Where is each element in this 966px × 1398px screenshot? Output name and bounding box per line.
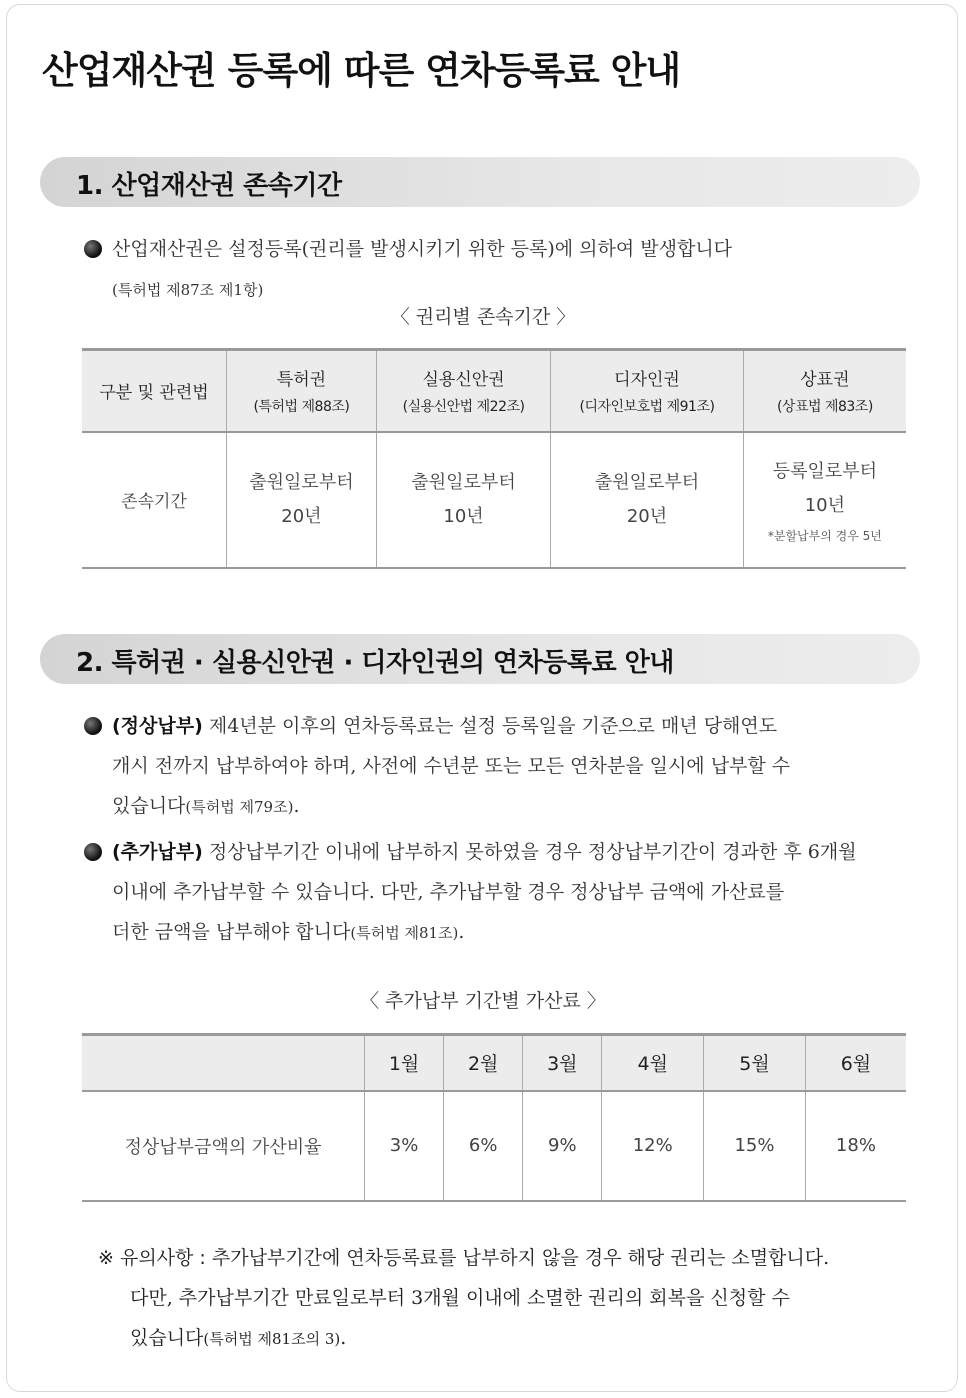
cell-line: 10년 xyxy=(804,495,846,516)
term-cell xyxy=(227,432,377,568)
col-name: 상표권 xyxy=(800,370,850,391)
rate-cell: 6% xyxy=(444,1091,523,1201)
col-law: (특허법 제88조) xyxy=(253,399,350,416)
rate-cell: 3% xyxy=(365,1091,444,1201)
text-line: 개시 전까지 납부하여야 하며, 사전에 수년분 또는 모든 연차분을 일시에 납부할 수 xyxy=(112,755,791,777)
surcharge-table-header xyxy=(82,1035,906,1091)
cell-line: 등록일로부터 xyxy=(772,461,878,482)
month-header: 5월 xyxy=(704,1035,806,1091)
cell-note: *분할납부의 경우 5년 xyxy=(767,529,882,543)
law-ref: (특허법 제79조) xyxy=(185,798,294,816)
table-row xyxy=(82,432,906,568)
notice xyxy=(100,1238,900,1359)
rate-cell: 9% xyxy=(523,1091,602,1201)
month-header: 4월 xyxy=(602,1035,704,1091)
col-name: 실용신안권 xyxy=(422,370,505,391)
section-2-header xyxy=(40,634,920,684)
page-title: 산업재산권 등록에 따른 연차등록료 안내 xyxy=(42,49,681,92)
col-name: 특허권 xyxy=(276,370,327,391)
cell-line: 10년 xyxy=(443,505,484,527)
rate-cell: 15% xyxy=(704,1091,806,1201)
section-1-text: 산업재산권은 설정등록(권리를 발생시키기 위한 등록)에 의하여 발생합니다 xyxy=(112,238,733,260)
bullet-icon xyxy=(84,843,102,861)
section-1-title: 1. 산업재산권 존속기간 xyxy=(76,171,342,201)
text-line: 있습니다 xyxy=(130,1327,204,1349)
regular-payment-label: (정상납부) xyxy=(112,715,203,737)
term-col-utility xyxy=(376,350,550,432)
term-cell xyxy=(376,432,550,568)
term-table xyxy=(82,348,906,569)
section-2-title: 2. 특허권 · 실용신안권 · 디자인권의 연차등록료 안내 xyxy=(76,648,674,678)
row-label: 정상납부금액의 가산비율 xyxy=(124,1136,322,1158)
bullet-icon xyxy=(84,240,102,258)
row-label: 존속기간 xyxy=(121,492,187,512)
month-header: 1월 xyxy=(365,1035,444,1091)
additional-payment-label: (추가납부) xyxy=(112,841,203,863)
rate-cell: 18% xyxy=(805,1091,906,1201)
term-table-corner: 구분 및 관련법 xyxy=(99,383,209,404)
col-law: (실용신안법 제22조) xyxy=(402,399,525,416)
text-line: 다만, 추가납부기간 만료일로부터 3개월 이내에 소멸한 권리의 회복을 신청할 수 xyxy=(130,1287,790,1309)
surcharge-table xyxy=(82,1033,906,1202)
col-law: (디자인보호법 제91조) xyxy=(579,399,715,416)
table-1-caption: 〈 권리별 존속기간 〉 xyxy=(390,306,576,328)
law-ref: (특허법 제81조) xyxy=(350,924,459,942)
text-line: 정상납부기간 이내에 납부하지 못하였을 경우 정상납부기간이 경과한 후 6개월 xyxy=(202,841,857,863)
text-line: 제4년분 이후의 연차등록료는 설정 등록일을 기준으로 매년 당해연도 xyxy=(202,715,778,737)
cell-line: 출원일로부터 xyxy=(249,471,354,493)
text-end: . xyxy=(458,921,465,943)
month-header: 3월 xyxy=(523,1035,602,1091)
cell-line: 20년 xyxy=(626,505,668,527)
law-ref: (특허법 제81조의 3) xyxy=(203,1330,341,1348)
term-col-design xyxy=(551,350,744,432)
text-line: 추가납부기간에 연차등록료를 납부하지 않을 경우 해당 권리는 소멸합니다. xyxy=(211,1247,830,1269)
cell-line: 20년 xyxy=(281,505,322,527)
bullet-icon xyxy=(84,717,102,735)
text-line: 더한 금액을 납부해야 합니다 xyxy=(112,921,351,943)
term-cell xyxy=(743,432,906,568)
text-end: . xyxy=(340,1327,347,1349)
term-col-trademark xyxy=(743,350,906,432)
rate-cell: 12% xyxy=(602,1091,704,1201)
text-line: 있습니다 xyxy=(112,795,186,817)
term-table-header xyxy=(82,350,906,432)
cell-line: 출원일로부터 xyxy=(594,471,700,493)
month-header: 2월 xyxy=(444,1035,523,1091)
term-col-patent xyxy=(227,350,377,432)
term-cell xyxy=(551,432,744,568)
cell-line: 출원일로부터 xyxy=(411,471,516,493)
text-line: 이내에 추가납부할 수 있습니다. 다만, 추가납부할 경우 정상납부 금액에 가산료를 xyxy=(112,881,785,903)
regular-payment-text xyxy=(112,706,902,827)
table-row xyxy=(82,1091,906,1201)
month-header: 6월 xyxy=(805,1035,906,1091)
notice-mark: ※ 유의사항 : xyxy=(98,1247,212,1269)
col-law: (상표법 제83조) xyxy=(776,399,873,416)
table-2-caption: 〈 추가납부 기간별 가산료 〉 xyxy=(360,990,606,1012)
additional-payment-text xyxy=(112,832,902,953)
col-name: 디자인권 xyxy=(614,370,680,391)
section-1-ref: (특허법 제87조 제1항) xyxy=(112,281,264,299)
section-1-header xyxy=(40,157,920,207)
surcharge-corner xyxy=(82,1035,365,1091)
text-end: . xyxy=(293,795,300,817)
